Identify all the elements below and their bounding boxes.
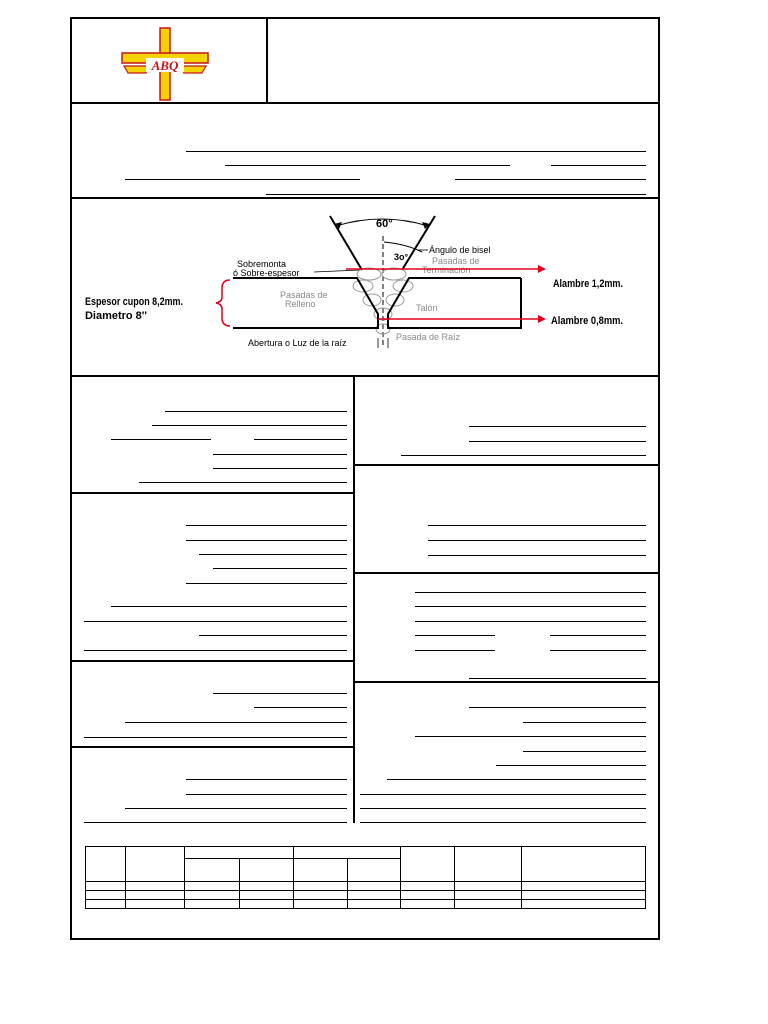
- reinforcement-leader: [314, 270, 360, 272]
- bevel-angle-value: 3o°: [394, 252, 409, 262]
- table-cell: [522, 847, 646, 882]
- section-divider: [70, 746, 354, 748]
- table-cell: [293, 859, 348, 882]
- weld-pass: [357, 268, 381, 280]
- table-cell[interactable]: [293, 900, 348, 909]
- section-divider: [70, 375, 660, 377]
- bevel-line-left: [330, 216, 362, 270]
- section-divider: [70, 492, 354, 494]
- field-line[interactable]: [360, 794, 646, 795]
- passes-table: [85, 846, 646, 909]
- wire-bottom-label: Alambre 0,8mm.: [551, 315, 623, 327]
- field-line[interactable]: [415, 621, 646, 622]
- table-cell[interactable]: [455, 882, 522, 891]
- field-line[interactable]: [360, 808, 646, 809]
- field-line[interactable]: [111, 606, 347, 607]
- field-line[interactable]: [84, 621, 347, 622]
- section-divider: [354, 572, 660, 574]
- table-cell[interactable]: [455, 900, 522, 909]
- field-line[interactable]: [266, 194, 646, 195]
- fill-passes-label-1: Pasadas de: [280, 290, 328, 300]
- table-cell[interactable]: [293, 882, 348, 891]
- field-line[interactable]: [165, 411, 347, 412]
- table-cell[interactable]: [401, 882, 455, 891]
- weld-pass: [386, 294, 404, 306]
- field-line[interactable]: [415, 650, 495, 651]
- field-line[interactable]: [186, 583, 347, 584]
- table-cell[interactable]: [184, 882, 239, 891]
- field-line[interactable]: [415, 606, 646, 607]
- field-line[interactable]: [469, 678, 646, 679]
- field-line[interactable]: [186, 540, 347, 541]
- root-opening-label: Abertura o Luz de la raíz: [248, 338, 347, 348]
- field-line[interactable]: [523, 751, 646, 752]
- field-line[interactable]: [469, 426, 646, 427]
- reinforcement-label-1: Sobremonta: [237, 259, 287, 269]
- plate-right: [388, 278, 521, 328]
- coupon-diameter: Diametro 8'': [85, 310, 148, 322]
- wire-bottom-arrow: [538, 315, 546, 323]
- root-pass-label: Pasada de Raíz: [396, 332, 461, 342]
- section-divider: [70, 660, 354, 662]
- column-divider: [353, 375, 355, 823]
- table-header-row: [86, 847, 646, 859]
- table-cell: [455, 847, 522, 882]
- table-row: [86, 900, 646, 909]
- field-line[interactable]: [186, 794, 347, 795]
- field-line[interactable]: [387, 779, 646, 780]
- table-cell[interactable]: [86, 900, 126, 909]
- table-cell[interactable]: [184, 891, 239, 900]
- field-line[interactable]: [360, 822, 646, 823]
- field-line[interactable]: [213, 693, 347, 694]
- weld-pass: [382, 268, 406, 280]
- header-divider: [266, 17, 268, 103]
- wire-top-arrow: [538, 265, 546, 273]
- table-cell: [184, 847, 293, 859]
- wire-top-label: Alambre 1,2mm.: [553, 278, 623, 290]
- field-line[interactable]: [428, 540, 646, 541]
- field-line[interactable]: [125, 722, 347, 723]
- section-divider: [354, 681, 660, 683]
- table-cell[interactable]: [522, 900, 646, 909]
- bevel-label: Ángulo de bisel: [429, 245, 491, 255]
- field-line[interactable]: [401, 455, 646, 456]
- field-line[interactable]: [213, 468, 347, 469]
- field-line[interactable]: [125, 808, 347, 809]
- table-cell: [239, 859, 293, 882]
- field-line[interactable]: [84, 650, 347, 651]
- section-divider: [354, 464, 660, 466]
- table-cell[interactable]: [86, 882, 126, 891]
- coupon-bracket: [216, 280, 230, 326]
- table-cell[interactable]: [522, 891, 646, 900]
- table-cell[interactable]: [348, 900, 401, 909]
- field-line[interactable]: [551, 165, 646, 166]
- field-line[interactable]: [523, 722, 646, 723]
- table-cell[interactable]: [522, 882, 646, 891]
- field-line[interactable]: [84, 822, 347, 823]
- table-cell[interactable]: [348, 882, 401, 891]
- table-cell[interactable]: [293, 891, 348, 900]
- logo-text: ABQ: [151, 58, 179, 73]
- field-line[interactable]: [213, 454, 347, 455]
- coupon-thickness: Espesor cupon 8,2mm.: [85, 296, 183, 308]
- field-line[interactable]: [254, 439, 347, 440]
- field-line[interactable]: [186, 151, 646, 152]
- table-cell[interactable]: [401, 900, 455, 909]
- table-cell[interactable]: [239, 882, 293, 891]
- field-line[interactable]: [199, 635, 347, 636]
- reinforcement-label-2: ó Sobre-espesor: [233, 268, 300, 278]
- field-line[interactable]: [469, 707, 646, 708]
- table-cell: [293, 847, 401, 859]
- form-frame: [70, 17, 660, 940]
- table-cell[interactable]: [455, 891, 522, 900]
- table-cell: [348, 859, 401, 882]
- field-line[interactable]: [111, 439, 211, 440]
- field-line[interactable]: [254, 707, 347, 708]
- table-cell[interactable]: [86, 891, 126, 900]
- field-line[interactable]: [186, 525, 347, 526]
- abq-logo: [120, 26, 210, 102]
- field-line[interactable]: [428, 555, 646, 556]
- joint-diagram: [70, 198, 660, 374]
- field-line[interactable]: [199, 554, 347, 555]
- field-line[interactable]: [455, 179, 646, 180]
- field-line[interactable]: [213, 568, 347, 569]
- table-cell: [401, 847, 455, 882]
- table-cell[interactable]: [184, 900, 239, 909]
- field-line[interactable]: [225, 165, 510, 166]
- table-row: [86, 891, 646, 900]
- field-line[interactable]: [415, 635, 495, 636]
- field-line[interactable]: [139, 482, 347, 483]
- land-label: Talón: [416, 303, 438, 313]
- field-line[interactable]: [186, 779, 347, 780]
- finish-passes-label-2: Terminación: [422, 265, 471, 275]
- table-cell[interactable]: [125, 891, 184, 900]
- angle-total-label: 60°: [376, 218, 393, 230]
- field-line[interactable]: [550, 635, 646, 636]
- field-line[interactable]: [125, 179, 360, 180]
- field-line[interactable]: [415, 736, 646, 737]
- table-cell[interactable]: [401, 891, 455, 900]
- field-line[interactable]: [496, 765, 646, 766]
- table-cell: [184, 859, 239, 882]
- finish-passes-label-1: Pasadas de: [432, 256, 480, 266]
- table-cell: [86, 847, 126, 882]
- table-cell[interactable]: [348, 891, 401, 900]
- table-cell: [125, 847, 184, 882]
- table-cell[interactable]: [239, 900, 293, 909]
- field-line[interactable]: [152, 425, 347, 426]
- table-row: [86, 882, 646, 891]
- table-cell[interactable]: [125, 900, 184, 909]
- field-line[interactable]: [428, 525, 646, 526]
- field-line[interactable]: [550, 650, 646, 651]
- field-line[interactable]: [84, 737, 347, 738]
- table-cell[interactable]: [239, 891, 293, 900]
- field-line[interactable]: [415, 592, 646, 593]
- table-cell[interactable]: [125, 882, 184, 891]
- header-bottom-line: [70, 102, 660, 104]
- field-line[interactable]: [469, 441, 646, 442]
- fill-passes-label-2: Relleno: [285, 299, 316, 309]
